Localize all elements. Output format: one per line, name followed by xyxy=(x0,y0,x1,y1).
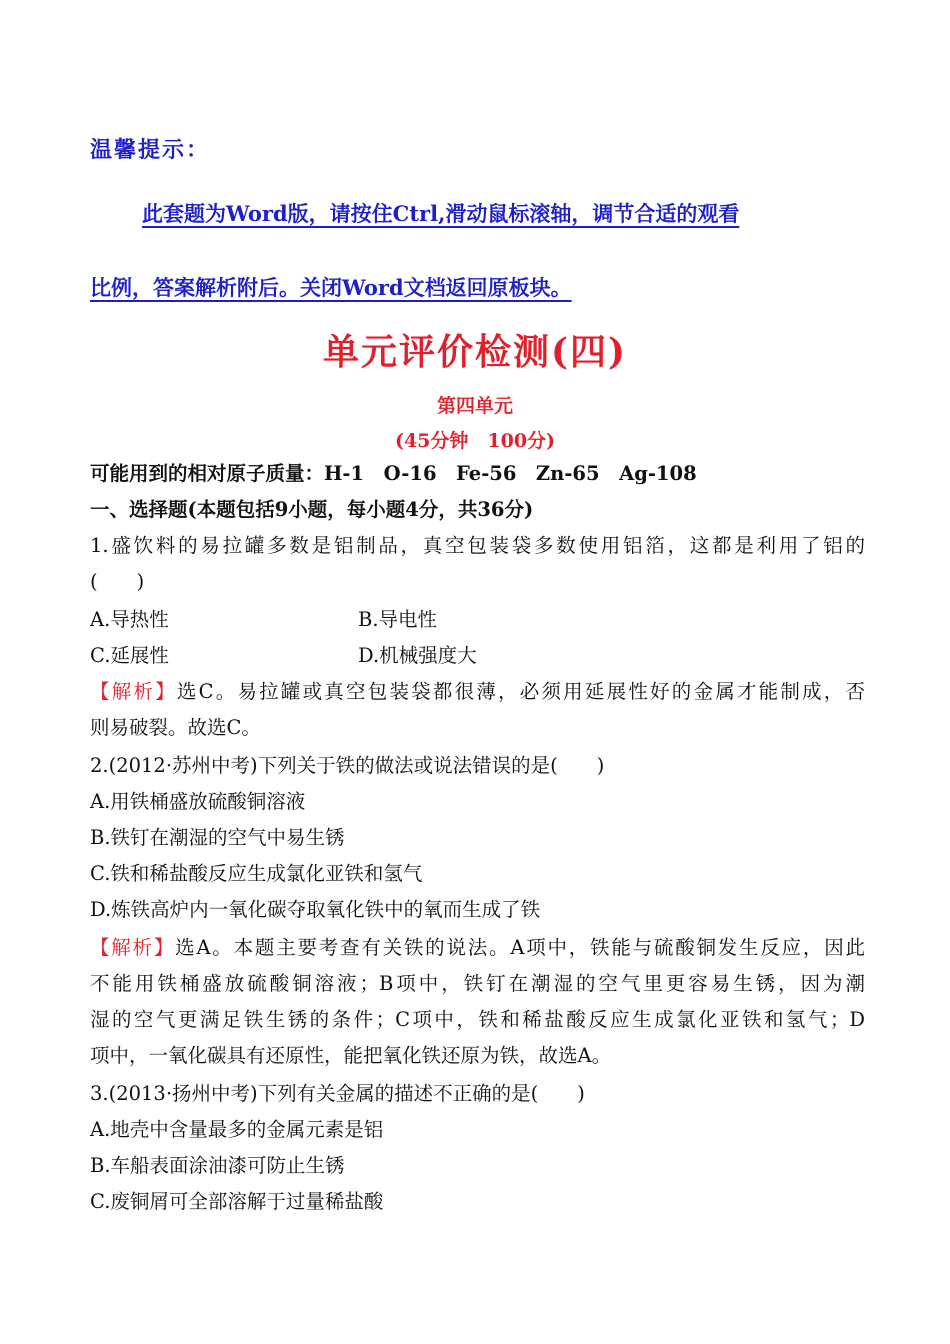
question-1-analysis xyxy=(90,674,865,710)
question-1-bracket: ( ) xyxy=(90,570,145,593)
question-3-stem: 3.(2013·扬州中考)下列有关金属的描述不正确的是( ) xyxy=(90,1082,585,1105)
question-2-option-c: C.铁和稀盐酸反应生成氯化亚铁和氢气 xyxy=(90,862,423,885)
question-2-stem: 2.(2012·苏州中考)下列关于铁的做法或说法错误的是( ) xyxy=(90,754,605,777)
analysis-tag: 【解析】 xyxy=(90,936,176,959)
question-1-option-c: C.延展性 xyxy=(90,644,169,667)
question-3-option-a: A.地壳中含量最多的金属元素是铝 xyxy=(90,1118,384,1141)
tip-line-1: 此套题为Word版，请按住Ctrl,滑动鼠标滚轴，调节合适的观看 xyxy=(142,201,740,226)
page-title: 单元评价检测(四) xyxy=(322,331,628,373)
atomic-masses: 可能用到的相对原子质量：H-1 O-16 Fe-56 Zn-65 Ag-108 xyxy=(90,462,697,485)
question-2-analysis-cont-1: 不能用铁桶盛放硫酸铜溶液；B项中，铁钉在潮湿的空气里更容易生锈，因为潮 xyxy=(90,972,865,995)
question-1-option-a: A.导热性 xyxy=(90,608,169,631)
exam-duration: (45分钟 100分) xyxy=(394,430,556,452)
tip-title: 温馨提示： xyxy=(90,137,211,163)
question-2-option-b: B.铁钉在潮湿的空气中易生锈 xyxy=(90,826,345,849)
question-2-analysis-cont-2: 湿的空气更满足铁生锈的条件；C项中，铁和稀盐酸反应生成氯化亚铁和氢气；D xyxy=(90,1008,865,1031)
question-1-analysis-cont: 则易破裂。故选C。 xyxy=(90,716,261,739)
question-1-stem: 1.盛饮料的易拉罐多数是铝制品，真空包装袋多数使用铝箔，这都是利用了铝的 xyxy=(90,534,865,557)
analysis-text: 选C。易拉罐或真空包装袋都很薄，必须用延展性好的金属才能制成，否 xyxy=(176,680,865,703)
section-heading: 一、选择题(本题包括9小题，每小题4分，共36分) xyxy=(90,498,534,521)
analysis-tag: 【解析】 xyxy=(90,680,177,703)
question-2-analysis xyxy=(90,930,865,966)
question-2-option-a: A.用铁桶盛放硫酸铜溶液 xyxy=(90,790,306,813)
question-1-option-b: B.导电性 xyxy=(358,608,438,631)
question-3-option-b: B.车船表面涂油漆可防止生锈 xyxy=(90,1154,345,1177)
question-2-option-d: D.炼铁高炉内一氧化碳夺取氧化铁中的氧而生成了铁 xyxy=(90,898,541,921)
unit-subtitle: 第四单元 xyxy=(436,395,513,417)
question-1-option-d: D.机械强度大 xyxy=(358,644,477,667)
analysis-text: 选A。本题主要考查有关铁的说法。A项中，铁能与硫酸铜发生反应，因此 xyxy=(175,936,865,959)
question-2-analysis-cont-3: 项中，一氧化碳具有还原性，能把氧化铁还原为铁，故选A。 xyxy=(90,1044,612,1067)
question-3-option-c: C.废铜屑可全部溶解于过量稀盐酸 xyxy=(90,1190,384,1213)
tip-line-2: 比例，答案解析附后。关闭Word文档返回原板块。 xyxy=(90,275,572,300)
